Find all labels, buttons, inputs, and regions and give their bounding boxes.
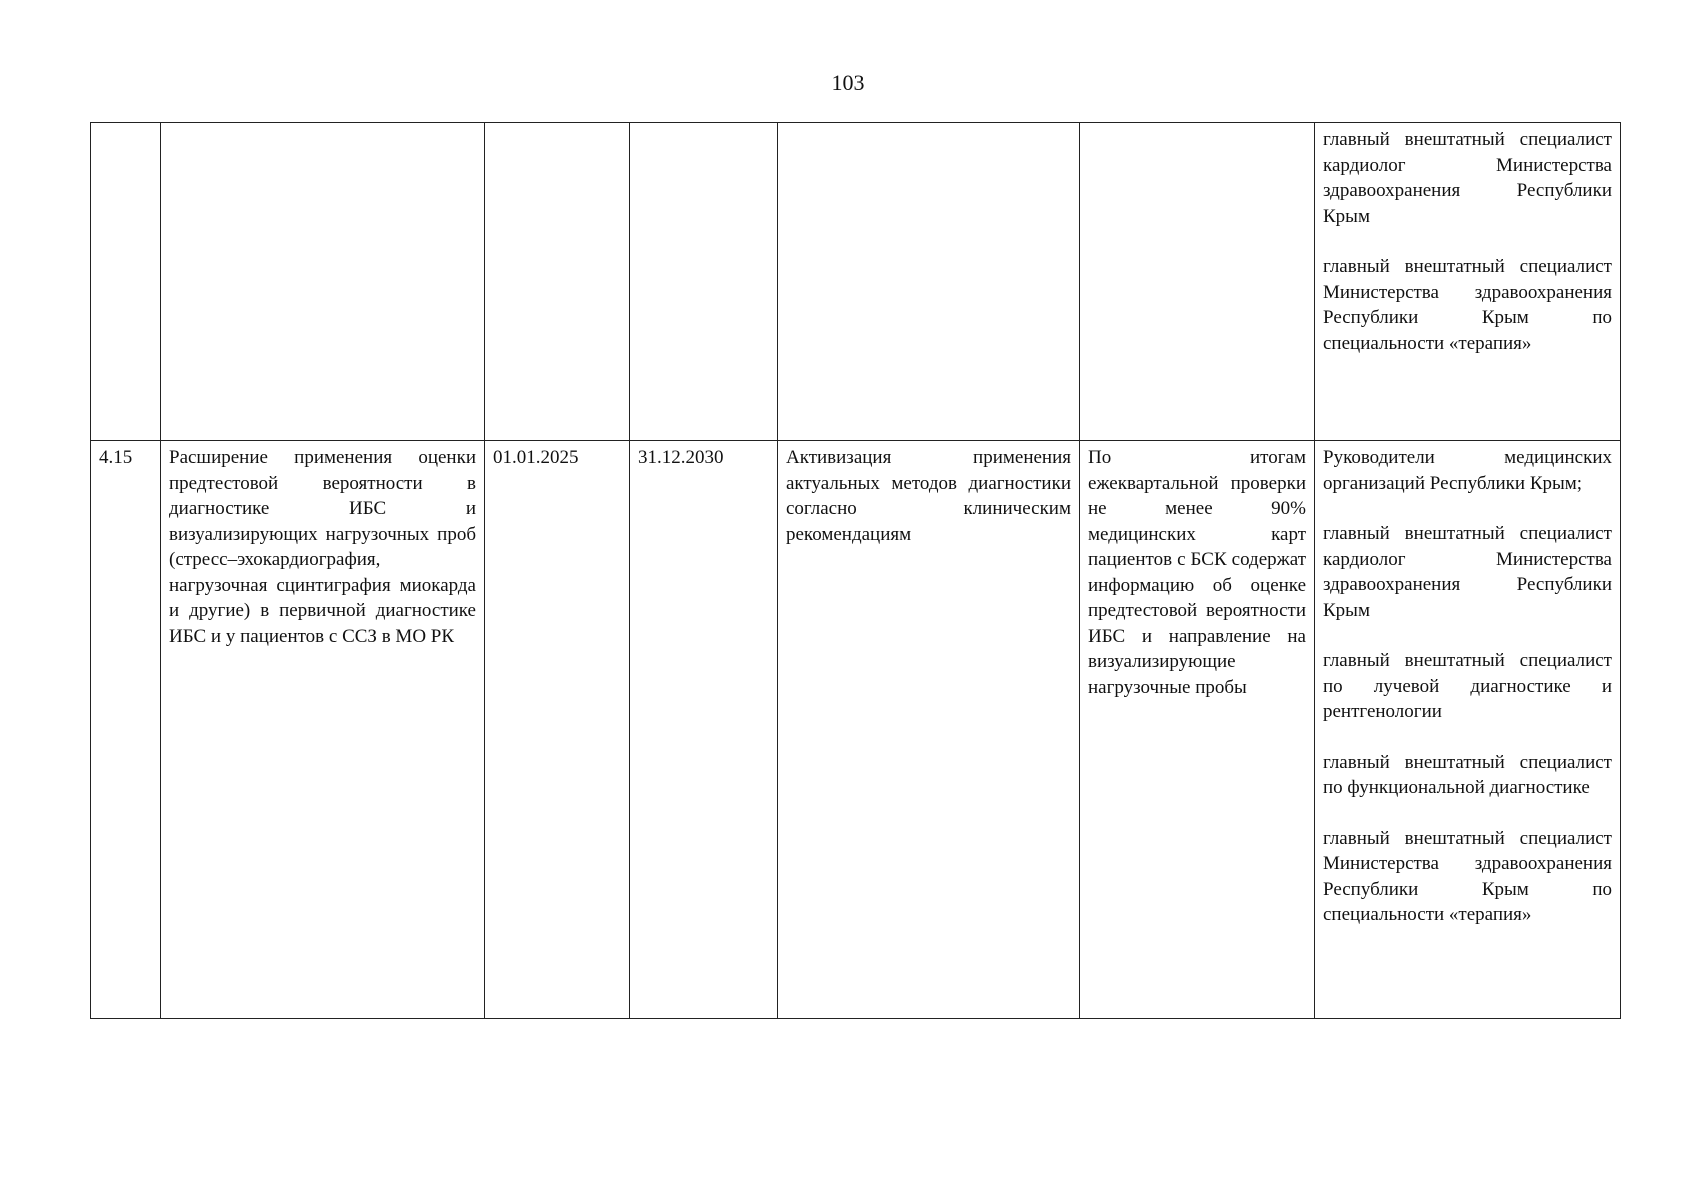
responsible-item: главный внештатный специалист кардиолог Министерства здравоохранения Республики Крым	[1323, 523, 1612, 621]
cell-start-date	[485, 123, 630, 441]
cell-responsible	[1315, 123, 1621, 441]
cell-number	[91, 123, 161, 441]
responsible-item: главный внештатный специалист кардиолог Министерства здравоохранения Республики Крым	[1323, 129, 1612, 227]
responsible-item: главный внештатный специалист по лучевой диагностике и рентгенологии	[1323, 650, 1612, 722]
cell-description: Активизация применения актуальных методов диагностики согласно клиническим рекомендациям	[778, 441, 1080, 1019]
responsible-item: главный внештатный специалист Министерства здравоохранения Республики Крым по специальности «терапия»	[1323, 827, 1612, 925]
cell-activity: Расширение применения оценки предтестовой вероятности в диагностике ИБС и визуализирующих нагрузочных проб (стресс–эхокардиография, нагрузочная сцинтиграфия миокарда и другие) в первичной диагностике ИБС и у пациентов с ССЗ в МО РК	[161, 441, 485, 1019]
cell-number: 4.15	[91, 441, 161, 1019]
responsible-item: главный внештатный специалист Министерства здравоохранения Республики Крым по специальности «терапия»	[1323, 256, 1612, 354]
plan-table	[90, 122, 1621, 1019]
responsible-item: главный внештатный специалист по функциональной диагностике	[1323, 751, 1612, 798]
table-row	[91, 441, 1621, 1019]
cell-indicator	[1080, 123, 1315, 441]
page-number: 103	[831, 70, 865, 95]
cell-description	[778, 123, 1080, 441]
cell-start-date: 01.01.2025	[485, 441, 630, 1019]
cell-activity	[161, 123, 485, 441]
cell-responsible	[1315, 441, 1621, 1019]
cell-end-date: 31.12.2030	[630, 441, 778, 1019]
responsible-item: Руководители медицинских организаций Республики Крым;	[1323, 447, 1612, 494]
cell-indicator: По итогам ежеквартальной проверки не менее 90% медицинских карт пациентов с БСК содержат информацию об оценке предтестовой вероятности ИБС и направление на визуализирующие нагрузочные пробы	[1080, 441, 1315, 1019]
cell-end-date	[630, 123, 778, 441]
table-row	[91, 123, 1621, 441]
